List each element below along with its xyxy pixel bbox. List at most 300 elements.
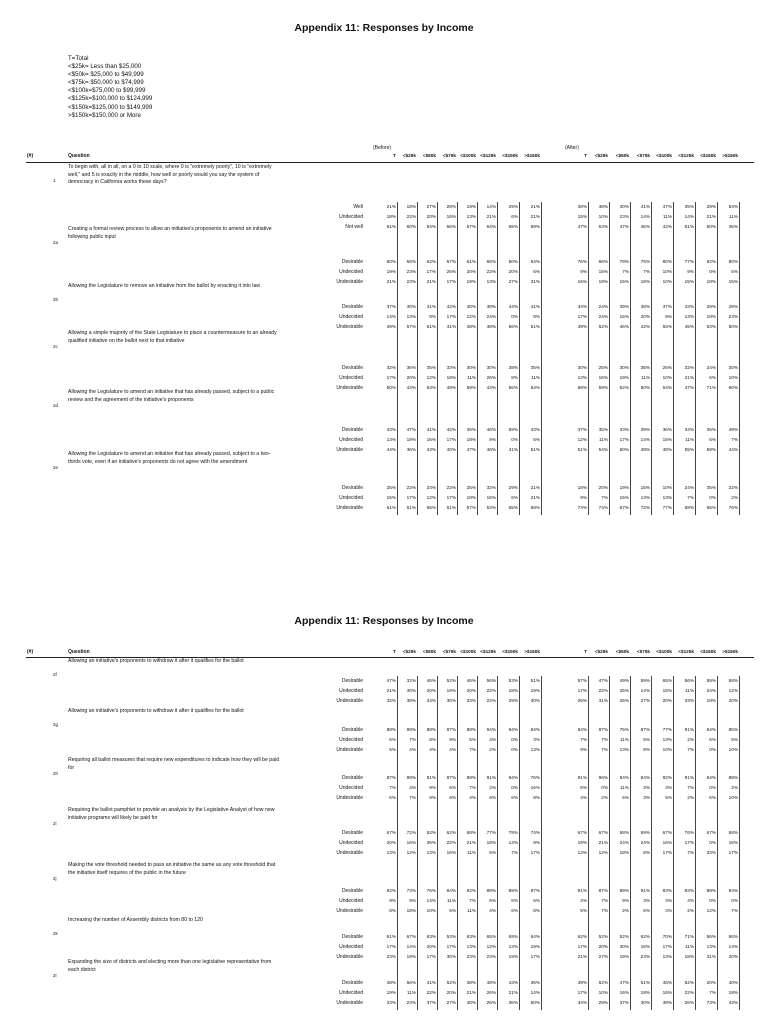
after-value-cell: 87%	[598, 727, 608, 732]
after-value-cell: 91%	[577, 775, 587, 780]
after-value-cell: 10%	[662, 268, 672, 274]
after-value-cell: 47%	[684, 384, 694, 390]
before-value-cell: 37%	[426, 999, 436, 1005]
after-value-cell: 2%	[622, 907, 629, 913]
after-group-label: (After)	[565, 145, 579, 151]
after-value-cell: 17%	[577, 943, 587, 949]
after-value-cell: 25%	[619, 687, 629, 693]
before-value-cell: 33%	[466, 697, 476, 703]
before-value-cell: 33%	[446, 365, 456, 370]
page-title: Appendix 11: Responses by Income	[294, 22, 474, 34]
column-header-number: (#)	[27, 153, 34, 159]
before-value-cell: 77%	[486, 830, 496, 835]
before-value-cell: 64%	[530, 259, 540, 264]
after-value-cell: 65%	[706, 504, 716, 510]
response-label: Well	[353, 204, 363, 210]
after-value-cell: 66%	[598, 259, 608, 264]
before-value-cell: 87%	[386, 775, 396, 780]
after-value-cell: 13%	[684, 313, 694, 319]
before-value-cell: 65%	[486, 259, 496, 264]
before-value-cell: 82%	[466, 888, 476, 893]
after-value-cell: 62%	[640, 934, 650, 939]
before-value-cell: 32%	[386, 697, 396, 703]
before-value-cell: 56%	[446, 223, 456, 229]
after-value-cell: 77%	[684, 259, 694, 264]
response-label: Undesirable	[336, 999, 363, 1006]
before-value-cell: 48%	[486, 980, 496, 985]
before-value-cell: 17%	[530, 953, 540, 959]
after-value-cell: 94%	[706, 775, 716, 780]
before-value-cell: 6%	[533, 268, 540, 274]
after-value-cell: 4%	[580, 897, 587, 903]
before-value-cell: 6%	[511, 494, 518, 500]
after-value-cell: 26%	[577, 697, 587, 703]
before-value-cell: 94%	[508, 775, 518, 780]
response-label: Desirable	[341, 678, 363, 684]
before-value-cell: 65%	[486, 934, 496, 939]
after-value-cell: 52%	[684, 980, 694, 985]
before-value-cell: 42%	[446, 427, 456, 432]
after-value-cell: 13%	[706, 943, 716, 949]
before-value-cell: 13%	[466, 213, 476, 219]
before-value-cell: 53%	[508, 678, 518, 683]
before-value-cell: 23%	[406, 268, 416, 274]
before-value-cell: 15%	[486, 494, 496, 500]
before-value-cell: 38%	[486, 304, 496, 309]
after-value-cell: 17%	[662, 849, 672, 855]
before-value-cell: 63%	[466, 934, 476, 939]
column-header-after: <$125k	[678, 649, 694, 654]
response-label: Undecided	[339, 943, 363, 950]
before-value-cell: 56%	[486, 678, 496, 683]
before-value-cell: 4%	[489, 736, 496, 742]
before-value-cell: 22%	[406, 485, 416, 490]
before-value-cell: 6%	[533, 897, 540, 903]
after-value-cell: 77%	[662, 504, 672, 510]
after-value-cell: 87%	[640, 727, 650, 732]
before-value-cell: 43%	[406, 384, 416, 390]
after-value-cell: 67%	[706, 830, 716, 835]
after-value-cell: 4%	[580, 794, 587, 800]
after-value-cell: 71%	[684, 934, 694, 939]
response-label: Undesirable	[336, 504, 363, 511]
after-value-cell: 65%	[662, 678, 672, 683]
before-value-cell: 13%	[406, 313, 416, 319]
before-value-cell: 21%	[386, 278, 396, 284]
legend-item: <$50k= $25,000 to $49,999	[68, 71, 144, 79]
before-value-cell: 50%	[386, 384, 396, 390]
before-value-cell: 18%	[406, 907, 416, 913]
after-value-cell: 76%	[684, 830, 694, 835]
after-value-cell: 17%	[577, 313, 587, 319]
after-value-cell: 67%	[598, 830, 608, 835]
before-value-cell: 17%	[446, 943, 456, 949]
before-value-cell: 61%	[446, 504, 456, 510]
before-value-cell: 17%	[426, 268, 436, 274]
after-value-cell: 22%	[598, 687, 608, 693]
after-value-cell: 46%	[619, 323, 629, 329]
response-label: Desirable	[341, 304, 363, 310]
column-header-after: T	[584, 649, 587, 654]
before-value-cell: 91%	[486, 775, 496, 780]
before-value-cell: 14%	[426, 897, 436, 903]
after-value-cell: 73%	[706, 999, 716, 1005]
before-value-cell: 12%	[426, 374, 436, 380]
question-text: Allowing an initiative's proponents to withdraw it after it qualifies for the ballot	[68, 708, 244, 714]
before-value-cell: 21%	[386, 687, 396, 693]
response-label: Desirable	[341, 259, 363, 265]
after-value-cell: 3%	[643, 784, 650, 790]
after-value-cell: 68%	[728, 830, 738, 835]
before-value-cell: 64%	[486, 223, 496, 229]
after-value-cell: 31%	[706, 953, 716, 959]
before-value-cell: 19%	[530, 943, 540, 949]
before-value-cell: 21%	[386, 204, 396, 209]
response-label: Desirable	[341, 888, 363, 894]
before-value-cell: 20%	[426, 213, 436, 219]
after-value-cell: 19%	[619, 953, 629, 959]
column-header-after: <$100k	[656, 153, 672, 158]
before-value-cell: 21%	[486, 213, 496, 219]
response-label: Undecided	[339, 989, 363, 996]
column-header-question: Question	[68, 649, 90, 655]
after-value-cell: 11%	[684, 943, 694, 949]
before-value-cell: 19%	[406, 953, 416, 959]
before-value-cell: 65%	[508, 504, 518, 510]
question-text: Allowing a simple majority of the State Legislature to place a countermeasure to an already qualified initiative on the ballot next to that initiative	[68, 330, 277, 344]
response-label: Undesirable	[336, 794, 363, 801]
before-value-cell: 5%	[389, 746, 396, 752]
column-gridline	[739, 676, 740, 1010]
before-value-cell: 21%	[466, 839, 476, 845]
after-value-cell: 15%	[684, 278, 694, 284]
before-value-cell: 30%	[530, 697, 540, 703]
after-value-cell: 45%	[684, 323, 694, 329]
response-label: Undecided	[339, 436, 363, 443]
before-value-cell: 8%	[533, 907, 540, 913]
after-value-cell: 48%	[640, 446, 650, 452]
response-label: Undesirable	[336, 907, 363, 914]
after-value-cell: 94%	[706, 727, 716, 732]
legend-item: <$25k= Less than $25,000	[68, 63, 142, 71]
after-value-cell: 93%	[684, 888, 694, 893]
after-value-cell: 15%	[640, 943, 650, 949]
after-value-cell: 51%	[577, 446, 587, 452]
before-value-cell: 27%	[426, 204, 436, 209]
after-value-cell: 10%	[662, 374, 672, 380]
before-value-cell: 47%	[386, 678, 396, 683]
before-value-cell: 19%	[386, 989, 396, 995]
after-value-cell: 47%	[577, 223, 587, 229]
before-value-cell: 35%	[426, 365, 436, 370]
before-value-cell: 12%	[406, 849, 416, 855]
after-value-cell: 17%	[662, 943, 672, 949]
after-value-cell: 16%	[577, 278, 587, 284]
before-value-cell: 23%	[466, 953, 476, 959]
after-value-cell: 49%	[577, 323, 587, 329]
after-value-cell: 6%	[709, 436, 716, 442]
after-value-cell: 50%	[619, 446, 629, 452]
after-value-cell: 0%	[709, 784, 716, 790]
response-label: Not well	[345, 223, 363, 230]
after-value-cell: 7%	[622, 268, 629, 274]
after-value-cell: 37%	[619, 999, 629, 1005]
before-value-cell: 14%	[406, 943, 416, 949]
response-label: Desirable	[341, 830, 363, 836]
after-value-cell: 8%	[643, 746, 650, 752]
after-value-cell: 77%	[662, 727, 672, 732]
before-value-cell: 11%	[530, 374, 540, 380]
after-value-cell: 14%	[640, 213, 650, 219]
column-header-before: T	[393, 649, 396, 654]
question-number: 2e	[53, 465, 59, 470]
before-value-cell: 25%	[466, 485, 476, 490]
response-label: Undecided	[339, 839, 363, 846]
after-value-cell: 50%	[640, 384, 650, 390]
before-value-cell: 67%	[466, 223, 476, 229]
before-value-cell: 24%	[486, 313, 496, 319]
before-value-cell: 19%	[386, 268, 396, 274]
after-value-cell: 31%	[598, 697, 608, 703]
after-value-cell: 91%	[640, 888, 650, 893]
after-value-cell: 47%	[662, 204, 672, 209]
after-value-cell: 7%	[687, 494, 694, 500]
before-value-cell: 20%	[426, 687, 436, 693]
response-label: Undecided	[339, 784, 363, 791]
after-value-cell: 7%	[601, 494, 608, 500]
response-label: Undecided	[339, 897, 363, 904]
before-value-cell: 30%	[486, 365, 496, 370]
after-value-cell: 64%	[662, 384, 672, 390]
before-value-cell: 18%	[466, 436, 476, 442]
column-header-after: <$25k	[594, 153, 608, 158]
before-value-cell: 43%	[426, 446, 436, 452]
before-value-cell: 59%	[508, 427, 518, 432]
after-value-cell: 96%	[598, 775, 608, 780]
after-value-cell: 11%	[728, 213, 738, 219]
before-value-cell: 53%	[426, 384, 436, 390]
after-value-cell: 67%	[619, 504, 629, 510]
after-value-cell: 21%	[684, 374, 694, 380]
before-value-cell: 50%	[530, 999, 540, 1005]
after-value-cell: 50%	[706, 223, 716, 229]
before-value-cell: 8%	[533, 794, 540, 800]
before-value-cell: 7%	[511, 849, 518, 855]
before-value-cell: 46%	[486, 446, 496, 452]
after-value-cell: 11%	[619, 736, 629, 742]
after-value-cell: 12%	[577, 436, 587, 442]
response-label: Undesirable	[336, 278, 363, 285]
after-value-cell: 49%	[619, 678, 629, 683]
after-value-cell: 13%	[619, 746, 629, 752]
after-value-cell: 35%	[640, 365, 650, 370]
before-value-cell: 76%	[426, 888, 436, 893]
after-value-cell: 18%	[640, 278, 650, 284]
after-value-cell: 16%	[662, 989, 672, 995]
column-gridline	[588, 202, 589, 515]
before-value-cell: 49%	[446, 384, 456, 390]
before-value-cell: 8%	[389, 907, 396, 913]
after-value-cell: 7%	[601, 736, 608, 742]
before-value-cell: 9%	[489, 436, 496, 442]
response-label: Undesirable	[336, 323, 363, 330]
before-value-cell: 14%	[530, 989, 540, 995]
after-value-cell: 18%	[728, 989, 738, 995]
after-value-cell: 59%	[640, 678, 650, 683]
response-label: Undesirable	[336, 697, 363, 704]
before-value-cell: 11%	[406, 989, 416, 995]
after-value-cell: 39%	[662, 999, 672, 1005]
after-value-cell: 7%	[731, 436, 738, 442]
after-value-cell: 54%	[598, 446, 608, 452]
before-value-cell: 15%	[386, 494, 396, 500]
after-value-cell: 88%	[728, 775, 738, 780]
after-value-cell: 70%	[662, 934, 672, 939]
response-label: Desirable	[341, 727, 363, 733]
after-value-cell: 62%	[598, 980, 608, 985]
column-gridline	[673, 202, 674, 515]
after-value-cell: 17%	[619, 436, 629, 442]
before-value-cell: 89%	[406, 727, 416, 732]
before-value-cell: 28%	[446, 204, 456, 209]
before-value-cell: 17%	[406, 494, 416, 500]
before-value-cell: 43%	[530, 427, 540, 432]
before-value-cell: 50%	[508, 259, 518, 264]
before-value-cell: 13%	[386, 436, 396, 442]
before-value-cell: 19%	[466, 278, 476, 284]
before-value-cell: 2%	[489, 784, 496, 790]
after-value-cell: 3%	[665, 784, 672, 790]
before-value-cell: 7%	[389, 784, 396, 790]
response-label: Undesirable	[336, 746, 363, 753]
after-value-cell: 20%	[728, 953, 738, 959]
legend-item: >$150k=$150,000 or More	[68, 111, 141, 119]
before-value-cell: 38%	[406, 697, 416, 703]
after-value-cell: 12%	[598, 849, 608, 855]
before-value-cell: 26%	[446, 268, 456, 274]
response-label: Desirable	[341, 427, 363, 433]
before-value-cell: 20%	[386, 839, 396, 845]
before-value-cell: 29%	[508, 697, 518, 703]
before-value-cell: 7%	[469, 784, 476, 790]
before-value-cell: 20%	[406, 374, 416, 380]
before-value-cell: 81%	[426, 775, 436, 780]
after-value-cell: 40%	[728, 980, 738, 985]
after-value-cell: 25%	[619, 697, 629, 703]
after-value-cell: 52%	[598, 323, 608, 329]
before-value-cell: 14%	[508, 839, 518, 845]
before-value-cell: 21%	[466, 989, 476, 995]
after-value-cell: 43%	[684, 304, 694, 309]
before-value-cell: 29%	[508, 485, 518, 490]
before-value-cell: 8%	[429, 313, 436, 319]
after-value-cell: 38%	[577, 204, 587, 209]
after-value-cell: 18%	[619, 849, 629, 855]
before-value-cell: 76%	[530, 775, 540, 780]
before-value-cell: 38%	[508, 365, 518, 370]
column-gridline	[695, 202, 696, 515]
before-value-cell: 38%	[466, 980, 476, 985]
after-value-cell: 11%	[684, 436, 694, 442]
before-value-cell: 89%	[486, 888, 496, 893]
after-value-cell: 24%	[619, 839, 629, 845]
before-value-cell: 30%	[446, 953, 456, 959]
after-value-cell: 94%	[640, 775, 650, 780]
after-value-cell: 5%	[643, 907, 650, 913]
column-gridline	[717, 202, 718, 515]
after-value-cell: 78%	[619, 259, 629, 264]
column-header-question: Question	[68, 153, 90, 159]
after-value-cell: 15%	[598, 268, 608, 274]
after-value-cell: 5%	[622, 794, 629, 800]
before-value-cell: 20%	[466, 687, 476, 693]
before-value-cell: 7%	[469, 897, 476, 903]
before-value-cell: 8%	[533, 313, 540, 319]
before-value-cell: 6%	[511, 213, 518, 219]
after-value-cell: 20%	[728, 697, 738, 703]
before-value-cell: 16%	[530, 784, 540, 790]
after-value-cell: 12%	[728, 687, 738, 693]
before-value-cell: 10%	[426, 907, 436, 913]
after-value-cell: 16%	[598, 374, 608, 380]
after-value-cell: 11%	[684, 687, 694, 693]
before-value-cell: 41%	[530, 304, 540, 309]
after-value-cell: 2%	[687, 794, 694, 800]
after-value-cell: 22%	[728, 485, 738, 490]
after-value-cell: 42%	[662, 223, 672, 229]
before-value-cell: 30%	[406, 687, 416, 693]
before-value-cell: 21%	[426, 278, 436, 284]
after-value-cell: 20%	[662, 697, 672, 703]
before-value-cell: 11%	[466, 907, 476, 913]
after-value-cell: 13%	[728, 943, 738, 949]
after-value-cell: 7%	[709, 989, 716, 995]
after-value-cell: 28%	[728, 304, 738, 309]
before-value-cell: 14%	[486, 204, 496, 209]
before-value-cell: 88%	[426, 727, 436, 732]
after-value-cell: 49%	[577, 980, 587, 985]
after-value-cell: 35%	[706, 427, 716, 432]
before-value-cell: 84%	[530, 727, 540, 732]
after-value-cell: 20%	[706, 980, 716, 985]
before-value-cell: 49%	[386, 323, 396, 329]
after-value-cell: 20%	[640, 313, 650, 319]
after-value-cell: 33%	[684, 697, 694, 703]
before-value-cell: 16%	[406, 839, 416, 845]
response-label: Desirable	[341, 775, 363, 781]
before-value-cell: 51%	[530, 446, 540, 452]
column-gridline	[541, 676, 542, 1010]
column-header-after: T	[584, 153, 587, 158]
after-value-cell: 7%	[687, 784, 694, 790]
after-value-cell: 59%	[706, 678, 716, 683]
after-value-cell: 7%	[687, 746, 694, 752]
after-value-cell: 10%	[598, 989, 608, 995]
after-value-cell: 0%	[731, 897, 738, 903]
before-value-cell: 4%	[429, 746, 436, 752]
before-value-cell: 67%	[386, 830, 396, 835]
before-value-cell: 5%	[469, 736, 476, 742]
before-value-cell: 9%	[429, 784, 436, 790]
before-value-cell: 52%	[446, 980, 456, 985]
after-value-cell: 2%	[731, 494, 738, 500]
before-value-cell: 17%	[386, 374, 396, 380]
after-value-cell: 93%	[662, 888, 672, 893]
after-value-cell: 52%	[598, 934, 608, 939]
question-text: To begin with, all in all, on a 0 to 10 scale, where 0 is "extremely poorly", 10 is "extremely well," and 5 is exactly in the middle, how well or poorly would you say the system of democracy in California works these days?	[68, 164, 272, 185]
before-value-cell: 18%	[466, 494, 476, 500]
after-value-cell: 35%	[728, 223, 738, 229]
